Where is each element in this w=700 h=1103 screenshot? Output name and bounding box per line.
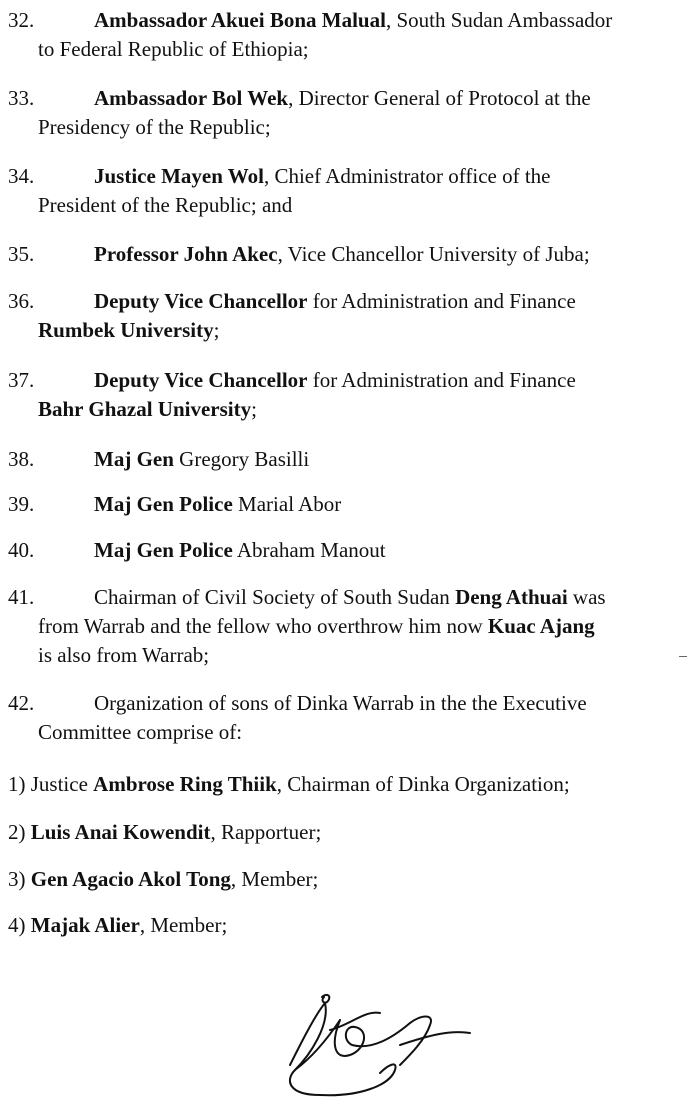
item-number: 33. [8,86,35,110]
list-item-41 [8,583,692,670]
item-number: 32. [8,8,35,32]
item-text: , Director General of Protocol at the [288,86,591,110]
sub-list-item-2 [8,818,692,847]
list-item-39 [8,490,692,519]
sub-list-item-1 [8,770,692,799]
item-name: Maj Gen Police [94,492,233,516]
item-text: Marial Abor [232,492,342,516]
item-text: for Administration and Finance [307,368,576,392]
sub-item-prefix: 3) [8,867,31,891]
item-text: , Chief Administrator office of the [263,164,551,188]
item-text: Chairman of Civil Society of South Sudan [94,585,456,609]
sub-item-prefix: 1) Justice [8,772,94,796]
list-item-35 [8,240,692,269]
item-continuation-tail: ; [213,318,220,342]
list-item-37 [8,366,692,424]
item-text: Gregory Basilli [173,447,310,471]
sub-item-name: Ambrose Ring Thiik [93,772,277,796]
item-number: 34. [8,164,35,188]
item-text: for Administration and Finance [307,289,576,313]
sub-item-name: Gen Agacio Akol Tong [30,867,231,891]
item-number: 41. [8,585,35,609]
list-item-32 [8,6,692,64]
item-number: 37. [8,368,35,392]
item-name: Justice Mayen Wol [94,164,264,188]
sub-item-prefix: 4) [8,913,31,937]
sub-item-tail: , Rapportuer; [210,820,322,844]
list-item-33 [8,84,692,142]
item-name: Professor John Akec [94,242,278,266]
item-continuation-bold: Rumbek University [38,318,214,342]
item-number: 40. [8,538,35,562]
item-text-tail: was [567,585,606,609]
item-number: 38. [8,447,35,471]
sub-list-item-4 [8,911,692,940]
item-continuation: Presidency of the Republic; [38,115,271,139]
item-text: , South Sudan Ambassador [385,8,613,32]
sub-item-prefix: 2) [8,820,31,844]
sub-item-name: Luis Anai Kowendit [30,820,211,844]
item-name: Deputy Vice Chancellor [94,289,308,313]
list-item-36 [8,287,692,345]
list-item-38 [8,445,692,474]
item-number: 36. [8,289,35,313]
item-name: Ambassador Akuei Bona Malual [94,8,386,32]
item-line3: is also from Warrab; [38,643,210,667]
sub-item-tail: , Member; [230,867,319,891]
sub-item-tail: , Member; [139,913,228,937]
item-text: Abraham Manout [232,538,386,562]
item-number: 42. [8,691,35,715]
item-number: 39. [8,492,35,516]
item-name: Deng Athuai [455,585,568,609]
item-name: Ambassador Bol Wek [94,86,289,110]
list-item-40 [8,536,692,565]
sub-item-name: Majak Alier [30,913,140,937]
item-name: Deputy Vice Chancellor [94,368,308,392]
sub-list-item-3 [8,865,692,894]
signature [270,985,480,1100]
item-line2: from Warrab and the fellow who overthrow him now [38,614,488,638]
item-name: Maj Gen Police [94,538,233,562]
sub-item-tail: , Chairman of Dinka Organization; [276,772,570,796]
list-item-42 [8,689,692,747]
item-continuation: to Federal Republic of Ethiopia; [38,37,309,61]
item-number: 35. [8,242,35,266]
item-continuation: Committee comprise of: [38,720,243,744]
item-continuation-bold: Bahr Ghazal University [38,397,252,421]
scan-mark [679,656,687,657]
item-continuation: President of the Republic; and [38,193,293,217]
item-text: , Vice Chancellor University of Juba; [277,242,590,266]
item-continuation-tail: ; [251,397,257,421]
item-name: Maj Gen [94,447,174,471]
list-item-34 [8,162,692,220]
item-text: Organization of sons of Dinka Warrab in the the Executive [94,691,587,715]
item-line2-name: Kuac Ajang [487,614,595,638]
